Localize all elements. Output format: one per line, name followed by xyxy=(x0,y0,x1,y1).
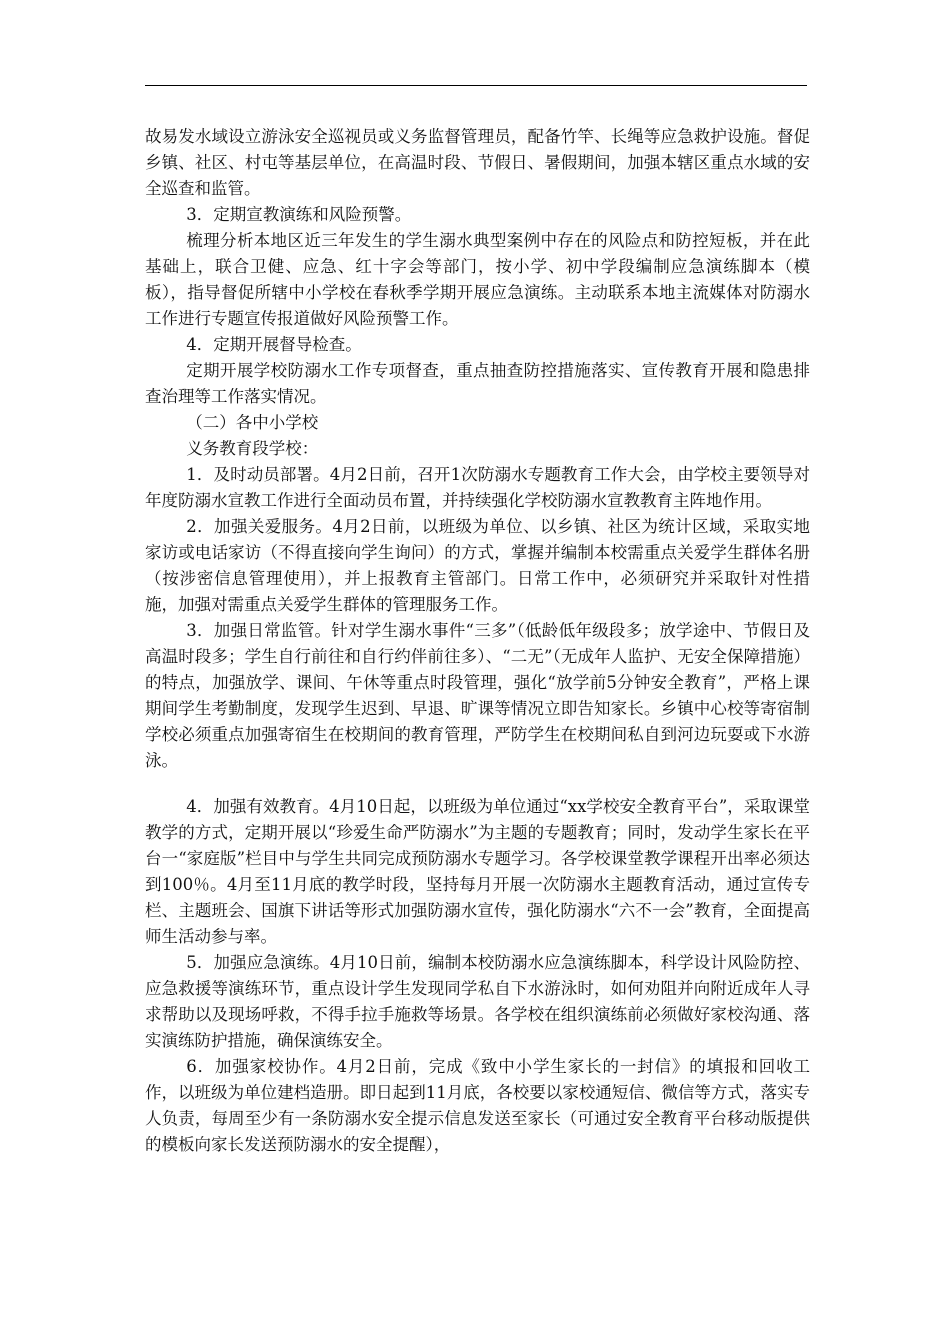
paragraph: 6．加强家校协作。4月2日前，完成《致中小学生家长的一封信》的填报和回收工作，以班级为单位建档造册。即日起到11月底，各校要以家校通短信、微信等方式，落实专人负责，每周至少有一条防溺水安全提示信息发送至家长（可通过安全教育平台移动版提供的模板向家长发送预防溺水的安全提醒）， xyxy=(145,1057,810,1154)
section-heading: 3．定期宣教演练和风险预警。 xyxy=(186,205,412,224)
paragraph: 2．加强关爱服务。4月2日前，以班级为单位、以乡镇、社区为统计区域，采取实地家访或电话家访（不得直接向学生询问）的方式，掌握并编制本校需重点关爱学生群体名册（按涉密信息管理使用），并上报教育主管部门。日常工作中，必须研究并采取针对性措施，加强对需重点关爱学生群体的管理服务工作。 xyxy=(145,517,810,614)
paragraph-gap xyxy=(145,774,810,794)
paragraph: 定期开展学校防溺水工作专项督查，重点抽查防控措施落实、宣传教育开展和隐患排查治理等工作落实情况。 xyxy=(145,361,810,406)
document-body xyxy=(145,124,810,1158)
section-heading: 4．定期开展督导检查。 xyxy=(186,335,362,354)
paragraph: 3．加强日常监管。针对学生溺水事件“三多”（低龄低年级段多；放学途中、节假日及高温时段多；学生自行前往和自行约伴前往多）、“二无”（无成年人监护、无安全保障措施）的特点，加强放学、课间、午休等重点时段管理，强化“放学前5分钟安全教育”，严格上课期间学生考勤制度，发现学生迟到、早退、旷课等情况立即告知家长。乡镇中心校等寄宿制学校必须重点加强寄宿生在校期间的教育管理，严防学生在校期间私自到河边玩耍或下水游泳。 xyxy=(145,621,810,770)
paragraph: 1．及时动员部署。4月2日前，召开1次防溺水专题教育工作大会，由学校主要领导对年度防溺水宣教工作进行全面动员布置，并持续强化学校防溺水宣教教育主阵地作用。 xyxy=(145,465,810,510)
paragraph: 故易发水域设立游泳安全巡视员或义务监督管理员，配备竹竿、长绳等应急救护设施。督促乡镇、社区、村屯等基层单位，在高温时段、节假日、暑假期间，加强本辖区重点水域的安全巡查和监管。 xyxy=(145,127,810,198)
paragraph: 5．加强应急演练。4月10日前，编制本校防溺水应急演练脚本，科学设计风险防控、应急救援等演练环节，重点设计学生发现同学私自下水游泳时，如何劝阻并向附近成年人寻求帮助以及现场呼救，不得手拉手施救等场景。各学校在组织演练前必须做好家校沟通、落实演练防护措施，确保演练安全。 xyxy=(145,953,810,1050)
subsection-heading: 义务教育段学校： xyxy=(186,439,319,458)
header-rule xyxy=(145,85,807,86)
paragraph: 梳理分析本地区近三年发生的学生溺水典型案例中存在的风险点和防控短板，并在此基础上，联合卫健、应急、红十字会等部门，按小学、初中学段编制应急演练脚本（模板），指导督促所辖中小学校在春秋季学期开展应急演练。主动联系本地主流媒体对防溺水工作进行专题宣传报道做好风险预警工作。 xyxy=(145,231,810,328)
section-heading: （二）各中小学校 xyxy=(186,413,319,432)
paragraph: 4．加强有效教育。4月10日起，以班级为单位通过“xx学校安全教育平台”，采取课堂教学的方式，定期开展以“珍爱生命严防溺水”为主题的专题教育；同时，发动学生家长在平台一“家庭版”栏目中与学生共同完成预防溺水专题学习。各学校课堂教学课程开出率必须达到100％。4月至11月底的教学时段，坚持每月开展一次防溺水主题教育活动，通过宣传专栏、主题班会、国旗下讲话等形式加强防溺水宣传，强化防溺水“六不一会”教育，全面提高师生活动参与率。 xyxy=(145,797,810,946)
